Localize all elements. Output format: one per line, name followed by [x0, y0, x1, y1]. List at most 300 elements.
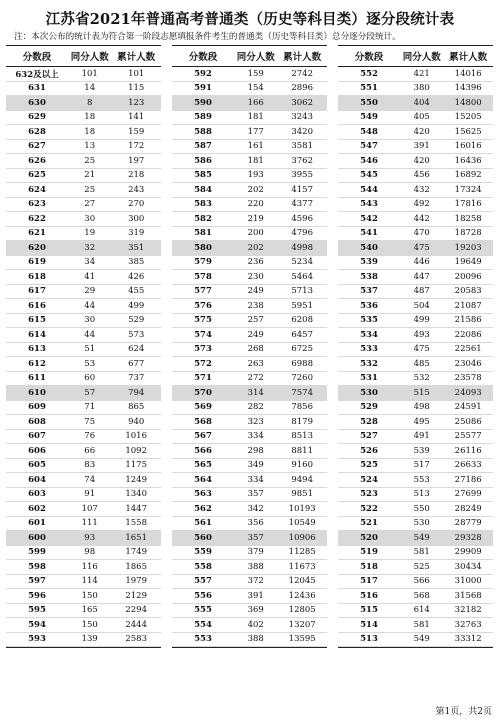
same-count-cell: 268 [247, 344, 264, 355]
score-cell: 559 [194, 547, 212, 558]
same-count-cell: 525 [413, 561, 430, 572]
table-row [172, 125, 327, 140]
cumulative-cell: 1016 [125, 431, 147, 442]
table-header [6, 46, 161, 67]
cumulative-cell: 32182 [454, 605, 482, 616]
page-title: 江苏省2021年普通高考普通类（历史等科目类）逐分段统计表 [45, 11, 455, 28]
same-count-cell: 101 [81, 68, 98, 79]
table-row [338, 546, 493, 561]
cumulative-cell: 3762 [291, 155, 313, 166]
same-count-cell: 581 [413, 547, 430, 558]
score-cell: 525 [360, 460, 378, 471]
same-count-cell: 150 [81, 619, 98, 630]
same-count-cell: 388 [247, 634, 264, 645]
cumulative-cell: 9851 [291, 489, 313, 500]
score-cell: 533 [360, 344, 378, 355]
score-cell: 534 [360, 329, 378, 340]
same-count-cell: 19 [84, 228, 96, 239]
score-cell: 522 [360, 503, 378, 514]
cumulative-cell: 5951 [291, 300, 313, 311]
score-cell: 552 [360, 68, 378, 79]
table-row [172, 459, 327, 474]
same-count-cell: 487 [413, 286, 430, 297]
cumulative-cell: 26116 [454, 445, 482, 456]
table-row [6, 444, 161, 459]
score-cell: 556 [194, 590, 212, 601]
cumulative-cell: 6208 [291, 315, 313, 326]
score-cell: 578 [194, 271, 212, 282]
table-row [338, 575, 493, 590]
score-cell: 572 [194, 358, 212, 369]
score-cell: 628 [28, 126, 46, 137]
cumulative-cell: 9494 [291, 474, 313, 485]
same-count-cell: 485 [413, 358, 430, 369]
score-cell: 538 [360, 271, 378, 282]
same-count-cell: 60 [84, 373, 96, 384]
same-count-cell: 470 [413, 228, 430, 239]
score-cell: 514 [360, 619, 378, 630]
same-count-cell: 379 [247, 547, 264, 558]
score-cell: 591 [194, 83, 212, 94]
score-cell: 554 [194, 619, 212, 630]
table-row [6, 401, 161, 416]
score-cell: 626 [28, 155, 46, 166]
same-count-cell: 159 [247, 68, 264, 79]
score-cell: 529 [360, 402, 378, 413]
table-row [172, 560, 327, 575]
table-row [6, 633, 161, 648]
same-count-cell: 57 [84, 387, 96, 398]
score-cell: 550 [360, 97, 378, 108]
score-cell: 565 [194, 460, 212, 471]
cumulative-cell: 19649 [454, 257, 482, 268]
score-cell: 632及以上 [15, 69, 59, 80]
cumulative-cell: 26633 [454, 460, 482, 471]
cumulative-cell: 13207 [288, 619, 316, 630]
cumulative-cell: 21586 [454, 315, 482, 326]
same-count-cell: 98 [84, 547, 96, 558]
cumulative-cell: 3581 [291, 141, 313, 152]
cumulative-cell: 1651 [125, 532, 147, 543]
table-row [338, 328, 493, 343]
cumulative-cell: 14016 [454, 68, 482, 79]
cumulative-cell: 29328 [454, 532, 482, 543]
same-count-cell: 34 [84, 257, 96, 268]
cumulative-cell: 11285 [288, 547, 316, 558]
table-row [338, 212, 493, 227]
same-count-cell: 74 [84, 474, 96, 485]
same-count-cell: 202 [247, 184, 264, 195]
table-row [338, 401, 493, 416]
table-row [338, 372, 493, 387]
same-count-cell: 249 [247, 329, 264, 340]
score-cell: 532 [360, 358, 378, 369]
cumulative-cell: 159 [128, 126, 145, 137]
table-row [338, 343, 493, 358]
same-count-cell: 165 [81, 605, 98, 616]
cumulative-cell: 27186 [454, 474, 482, 485]
table-row [6, 299, 161, 314]
cumulative-cell: 1249 [125, 474, 147, 485]
cumulative-cell: 737 [128, 373, 145, 384]
cumulative-cell: 2444 [125, 619, 147, 630]
score-cell: 568 [194, 416, 212, 427]
table-row [338, 198, 493, 213]
table-row [338, 111, 493, 126]
cumulative-cell: 300 [128, 213, 145, 224]
table-row [172, 285, 327, 300]
same-count-cell: 236 [247, 257, 264, 268]
table-row [6, 183, 161, 198]
same-count-cell: 25 [84, 155, 96, 166]
cumulative-cell: 197 [128, 155, 145, 166]
score-cell: 580 [194, 242, 212, 253]
table-row [6, 357, 161, 372]
score-cell: 595 [28, 605, 46, 616]
same-count-cell: 116 [81, 561, 98, 572]
score-cell: 542 [360, 213, 378, 224]
table-row [6, 212, 161, 227]
score-cell: 523 [360, 489, 378, 500]
score-cell: 618 [28, 271, 46, 282]
table-row [172, 444, 327, 459]
table-row [6, 343, 161, 358]
cumulative-cell: 20583 [454, 286, 482, 297]
score-cell: 606 [28, 445, 46, 456]
table-row [172, 169, 327, 184]
same-count-cell: 421 [413, 68, 430, 79]
same-count-cell: 230 [247, 271, 264, 282]
cumulative-cell: 24591 [454, 402, 482, 413]
score-cell: 588 [194, 126, 212, 137]
same-count-cell: 513 [413, 489, 430, 500]
table-row [338, 531, 493, 546]
score-cell: 575 [194, 315, 212, 326]
cumulative-cell: 4796 [291, 228, 313, 239]
cumulative-cell: 2583 [125, 634, 147, 645]
cumulative-cell: 529 [128, 315, 145, 326]
table-row [172, 256, 327, 271]
table-row [172, 618, 327, 633]
cumulative-cell: 115 [128, 83, 145, 94]
cumulative-cell: 33312 [454, 634, 482, 645]
same-count-cell: 14 [84, 83, 96, 94]
same-count-cell: 405 [413, 112, 430, 123]
table-row [6, 314, 161, 329]
cumulative-cell: 7260 [291, 373, 313, 384]
cumulative-cell: 1447 [125, 503, 147, 514]
cumulative-cell: 23578 [454, 373, 482, 384]
same-count-cell: 91 [84, 489, 96, 500]
same-count-cell: 29 [84, 286, 96, 297]
score-cell: 609 [28, 402, 46, 413]
cumulative-cell: 12805 [288, 605, 316, 616]
cumulative-cell: 5464 [291, 271, 313, 282]
score-cell: 546 [360, 155, 378, 166]
score-cell: 629 [28, 112, 46, 123]
table-row [338, 473, 493, 488]
table-row [172, 575, 327, 590]
score-table-right [338, 45, 493, 648]
same-count-cell: 27 [84, 199, 96, 210]
same-count-cell: 202 [247, 242, 264, 253]
table-row [172, 198, 327, 213]
table-row [172, 488, 327, 503]
same-count-cell: 51 [84, 344, 96, 355]
score-cell: 605 [28, 460, 46, 471]
cumulative-cell: 18728 [454, 228, 482, 239]
same-count-cell: 539 [413, 445, 430, 456]
table-row [172, 633, 327, 648]
same-count-cell: 532 [413, 373, 430, 384]
table-row [338, 285, 493, 300]
same-count-cell: 549 [413, 532, 430, 543]
score-cell: 617 [28, 286, 46, 297]
table-row [6, 96, 161, 111]
table-row [338, 314, 493, 329]
table-row [172, 241, 327, 256]
score-cell: 563 [194, 489, 212, 500]
same-count-cell: 32 [84, 242, 96, 253]
cumulative-cell: 25086 [454, 416, 482, 427]
score-cell: 519 [360, 547, 378, 558]
table-row [6, 531, 161, 546]
cumulative-cell: 499 [128, 300, 145, 311]
table-row [172, 111, 327, 126]
score-cell: 593 [28, 634, 46, 645]
table-row [172, 82, 327, 97]
cumulative-cell: 19203 [454, 242, 482, 253]
table-row [172, 140, 327, 155]
cumulative-cell: 172 [128, 141, 145, 152]
score-table-middle [172, 45, 327, 648]
score-cell: 616 [28, 300, 46, 311]
cumulative-cell: 16016 [454, 141, 482, 152]
cumulative-cell: 1865 [125, 561, 147, 572]
table-row [6, 154, 161, 169]
score-cell: 531 [360, 373, 378, 384]
header-cell: 累计人数 [283, 52, 322, 63]
same-count-cell: 18 [84, 112, 96, 123]
table-row [338, 82, 493, 97]
same-count-cell: 25 [84, 184, 96, 195]
cumulative-cell: 4157 [291, 184, 313, 195]
same-count-cell: 154 [247, 83, 264, 94]
table-row [338, 299, 493, 314]
score-cell: 581 [194, 228, 212, 239]
same-count-cell: 491 [413, 431, 430, 442]
same-count-cell: 139 [81, 634, 98, 645]
header-cell: 分数段 [22, 52, 52, 63]
table-row [6, 604, 161, 619]
cumulative-cell: 794 [128, 387, 145, 398]
same-count-cell: 30 [84, 315, 96, 326]
same-count-cell: 369 [247, 605, 264, 616]
same-count-cell: 193 [247, 170, 264, 181]
cumulative-cell: 385 [128, 257, 145, 268]
table-row [172, 270, 327, 285]
table-row [172, 604, 327, 619]
same-count-cell: 150 [81, 590, 98, 601]
cumulative-cell: 6457 [291, 329, 313, 340]
table-row [172, 502, 327, 517]
cumulative-cell: 351 [128, 242, 145, 253]
table-row [172, 401, 327, 416]
same-count-cell: 517 [413, 460, 430, 471]
score-cell: 586 [194, 155, 212, 166]
same-count-cell: 44 [84, 329, 96, 340]
table-row [6, 256, 161, 271]
cumulative-cell: 18258 [454, 213, 482, 224]
cumulative-cell: 20096 [454, 271, 482, 282]
score-cell: 622 [28, 213, 46, 224]
cumulative-cell: 4377 [291, 199, 313, 210]
score-cell: 620 [28, 242, 46, 253]
table-row [338, 96, 493, 111]
score-cell: 536 [360, 300, 378, 311]
score-cell: 631 [28, 83, 46, 94]
same-count-cell: 13 [84, 141, 96, 152]
same-count-cell: 30 [84, 213, 96, 224]
same-count-cell: 314 [247, 387, 264, 398]
same-count-cell: 495 [413, 416, 430, 427]
table-row [172, 546, 327, 561]
same-count-cell: 107 [81, 503, 98, 514]
score-cell: 601 [28, 518, 46, 529]
same-count-cell: 442 [413, 213, 430, 224]
table-row [338, 502, 493, 517]
table-row [338, 618, 493, 633]
table-row [172, 154, 327, 169]
same-count-cell: 93 [84, 532, 96, 543]
table-row [6, 589, 161, 604]
score-cell: 615 [28, 315, 46, 326]
score-cell: 548 [360, 126, 378, 137]
table-row [6, 459, 161, 474]
table-row [6, 386, 161, 401]
same-count-cell: 66 [84, 445, 96, 456]
score-table-left [6, 45, 161, 648]
score-cell: 562 [194, 503, 212, 514]
table-row [338, 459, 493, 474]
same-count-cell: 44 [84, 300, 96, 311]
same-count-cell: 161 [247, 141, 264, 152]
table-row [6, 241, 161, 256]
score-cell: 602 [28, 503, 46, 514]
same-count-cell: 8 [86, 97, 93, 108]
same-count-cell: 181 [247, 112, 264, 123]
cumulative-cell: 14396 [454, 83, 482, 94]
cumulative-cell: 15625 [454, 126, 482, 137]
table-row [172, 357, 327, 372]
same-count-cell: 219 [247, 213, 264, 224]
same-count-cell: 177 [247, 126, 264, 137]
same-count-cell: 475 [413, 242, 430, 253]
table-row [338, 125, 493, 140]
cumulative-cell: 123 [128, 97, 145, 108]
cumulative-cell: 15205 [454, 112, 482, 123]
table-row [172, 299, 327, 314]
cumulative-cell: 31568 [454, 590, 482, 601]
cumulative-cell: 10906 [288, 532, 316, 543]
table-row [338, 154, 493, 169]
table-row [172, 386, 327, 401]
table-row [338, 415, 493, 430]
score-cell: 560 [194, 532, 212, 543]
same-count-cell: 76 [84, 431, 96, 442]
score-cell: 619 [28, 257, 46, 268]
table-row [6, 140, 161, 155]
table-row [6, 285, 161, 300]
cumulative-cell: 141 [128, 112, 145, 123]
same-count-cell: 41 [84, 271, 96, 282]
same-count-cell: 456 [413, 170, 430, 181]
score-cell: 516 [360, 590, 378, 601]
header-cell: 同分人数 [236, 52, 275, 63]
table-row [338, 241, 493, 256]
score-cell: 569 [194, 402, 212, 413]
cumulative-cell: 17324 [454, 184, 482, 195]
cumulative-cell: 270 [128, 199, 145, 210]
same-count-cell: 75 [84, 416, 96, 427]
table-row [172, 96, 327, 111]
same-count-cell: 530 [413, 518, 430, 529]
score-cell: 566 [194, 445, 212, 456]
score-cell: 592 [194, 68, 212, 79]
table-row [6, 125, 161, 140]
table-row [338, 140, 493, 155]
table-row [338, 604, 493, 619]
table-row [172, 314, 327, 329]
score-cell: 527 [360, 431, 378, 442]
score-cell: 564 [194, 474, 212, 485]
cumulative-cell: 29909 [454, 547, 482, 558]
table-row [6, 169, 161, 184]
same-count-cell: 257 [247, 315, 264, 326]
table-row [338, 183, 493, 198]
score-cell: 596 [28, 590, 46, 601]
table-row [172, 372, 327, 387]
score-cell: 517 [360, 576, 378, 587]
table-row [338, 227, 493, 242]
score-cell: 584 [194, 184, 212, 195]
table-row [172, 227, 327, 242]
cumulative-cell: 6988 [291, 358, 313, 369]
cumulative-cell: 10549 [288, 518, 316, 529]
cumulative-cell: 426 [128, 271, 145, 282]
same-count-cell: 420 [413, 155, 430, 166]
same-count-cell: 334 [247, 474, 264, 485]
score-cell: 582 [194, 213, 212, 224]
cumulative-cell: 2742 [291, 68, 313, 79]
same-count-cell: 220 [247, 199, 264, 210]
same-count-cell: 492 [413, 199, 430, 210]
cumulative-cell: 6725 [291, 344, 313, 355]
score-cell: 535 [360, 315, 378, 326]
same-count-cell: 181 [247, 155, 264, 166]
score-cell: 526 [360, 445, 378, 456]
same-count-cell: 114 [81, 576, 98, 587]
table-row [6, 82, 161, 97]
score-cell: 621 [28, 228, 46, 239]
table-row [338, 256, 493, 271]
table-row [172, 473, 327, 488]
same-count-cell: 432 [413, 184, 430, 195]
same-count-cell: 357 [247, 489, 264, 500]
cumulative-cell: 319 [128, 228, 145, 239]
score-cell: 583 [194, 199, 212, 210]
cumulative-cell: 455 [128, 286, 145, 297]
